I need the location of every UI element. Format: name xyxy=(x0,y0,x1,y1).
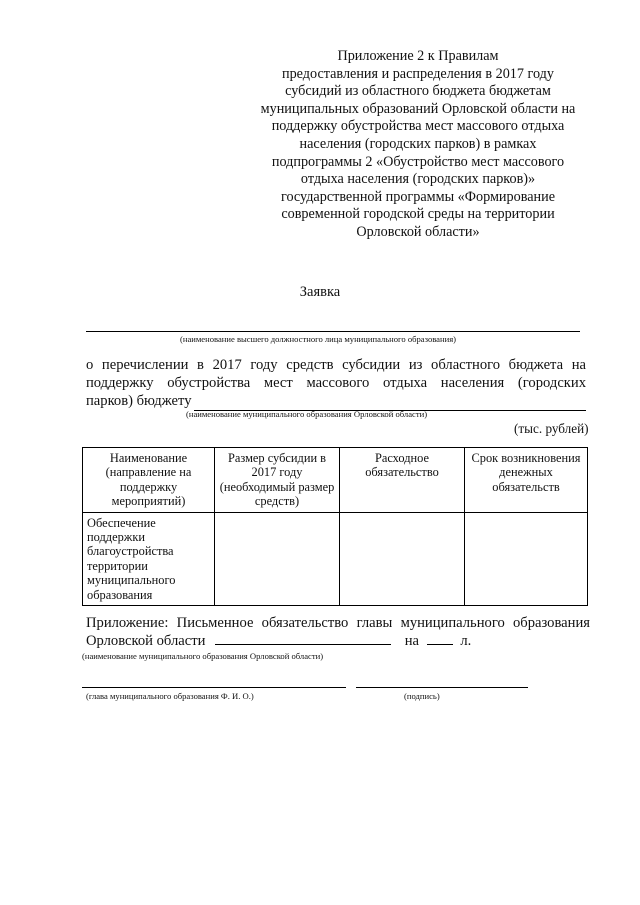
heading-line: государственной программы «Формирование xyxy=(280,188,555,205)
signature-caption: (подпись) xyxy=(404,691,440,701)
official-name-caption: (наименование высшего должностного лица муниципального образования) xyxy=(180,334,457,344)
head-name-field[interactable] xyxy=(82,687,346,688)
annex-line-2 xyxy=(86,632,590,650)
request-paragraph xyxy=(86,356,586,411)
heading-line: отдыха населения (городских парков)» xyxy=(300,171,536,188)
heading-line: современной городской среды на территории xyxy=(281,206,555,223)
page-count-field[interactable] xyxy=(427,632,453,645)
table-row xyxy=(83,512,588,605)
subsidy-table xyxy=(82,447,588,606)
document-title: Заявка xyxy=(299,284,341,300)
heading-line: предоставления и распределения в 2017 году xyxy=(282,65,554,82)
column-header-obligation-term: Срок возникновения денежных обязательств xyxy=(465,448,588,513)
annex-block xyxy=(86,614,590,650)
budget-line xyxy=(86,392,586,410)
units-label: (тыс. рублей) xyxy=(514,421,589,436)
column-header-activity: Наименование (направление на поддержку мероприятий) xyxy=(83,448,215,513)
signature-field[interactable] xyxy=(356,687,528,688)
official-name-field[interactable] xyxy=(86,331,580,332)
heading-line: поддержку обустройства мест массового отдыха xyxy=(271,118,565,135)
table-cell-subsidy-amount[interactable] xyxy=(215,512,340,605)
annex-prefix: Орловской области xyxy=(86,633,206,650)
annex-on: на xyxy=(404,633,420,650)
heading-line: Орловской области» xyxy=(356,223,480,240)
request-line: поддержку обустройства мест массового отдыха населения (городских xyxy=(86,375,586,392)
heading-line: субсидий из областного бюджета бюджетам xyxy=(285,83,551,100)
appendix-heading xyxy=(238,48,598,242)
column-header-expense-obligation: Расходное обязательство xyxy=(340,448,465,513)
budget-caption: (наименование муниципального образования Орловской области) xyxy=(186,409,428,419)
table-cell-expense-obligation[interactable] xyxy=(340,512,465,605)
heading-line: муниципальных образований Орловской области на xyxy=(260,100,576,117)
table-header-row xyxy=(83,448,588,513)
head-name-caption: (глава муниципального образования Ф. И. О.) xyxy=(86,691,254,701)
table-cell-obligation-term[interactable] xyxy=(465,512,588,605)
request-line: парков) бюджету xyxy=(86,393,192,410)
column-header-subsidy-amount: Размер субсидии в 2017 году (необходимый размер средств) xyxy=(215,448,340,513)
request-line: о перечислении в 2017 году средств субсидии из областного бюджета на xyxy=(86,357,586,373)
municipality-name-field[interactable] xyxy=(215,632,391,645)
annex-pages-suffix: л. xyxy=(460,633,472,650)
annex-line: Приложение: Письменное обязательство главы муниципального образования xyxy=(86,615,590,631)
annex-caption: (наименование муниципального образования Орловской области) xyxy=(82,651,324,661)
heading-line: подпрограммы 2 «Обустройство мест массового xyxy=(271,153,565,170)
heading-line: Приложение 2 к Правилам xyxy=(337,48,499,64)
table-cell-activity: Обеспечение поддержки благоустройства территории муниципального образования xyxy=(83,512,215,605)
heading-line: населения (городских парков) в рамках xyxy=(299,135,537,152)
